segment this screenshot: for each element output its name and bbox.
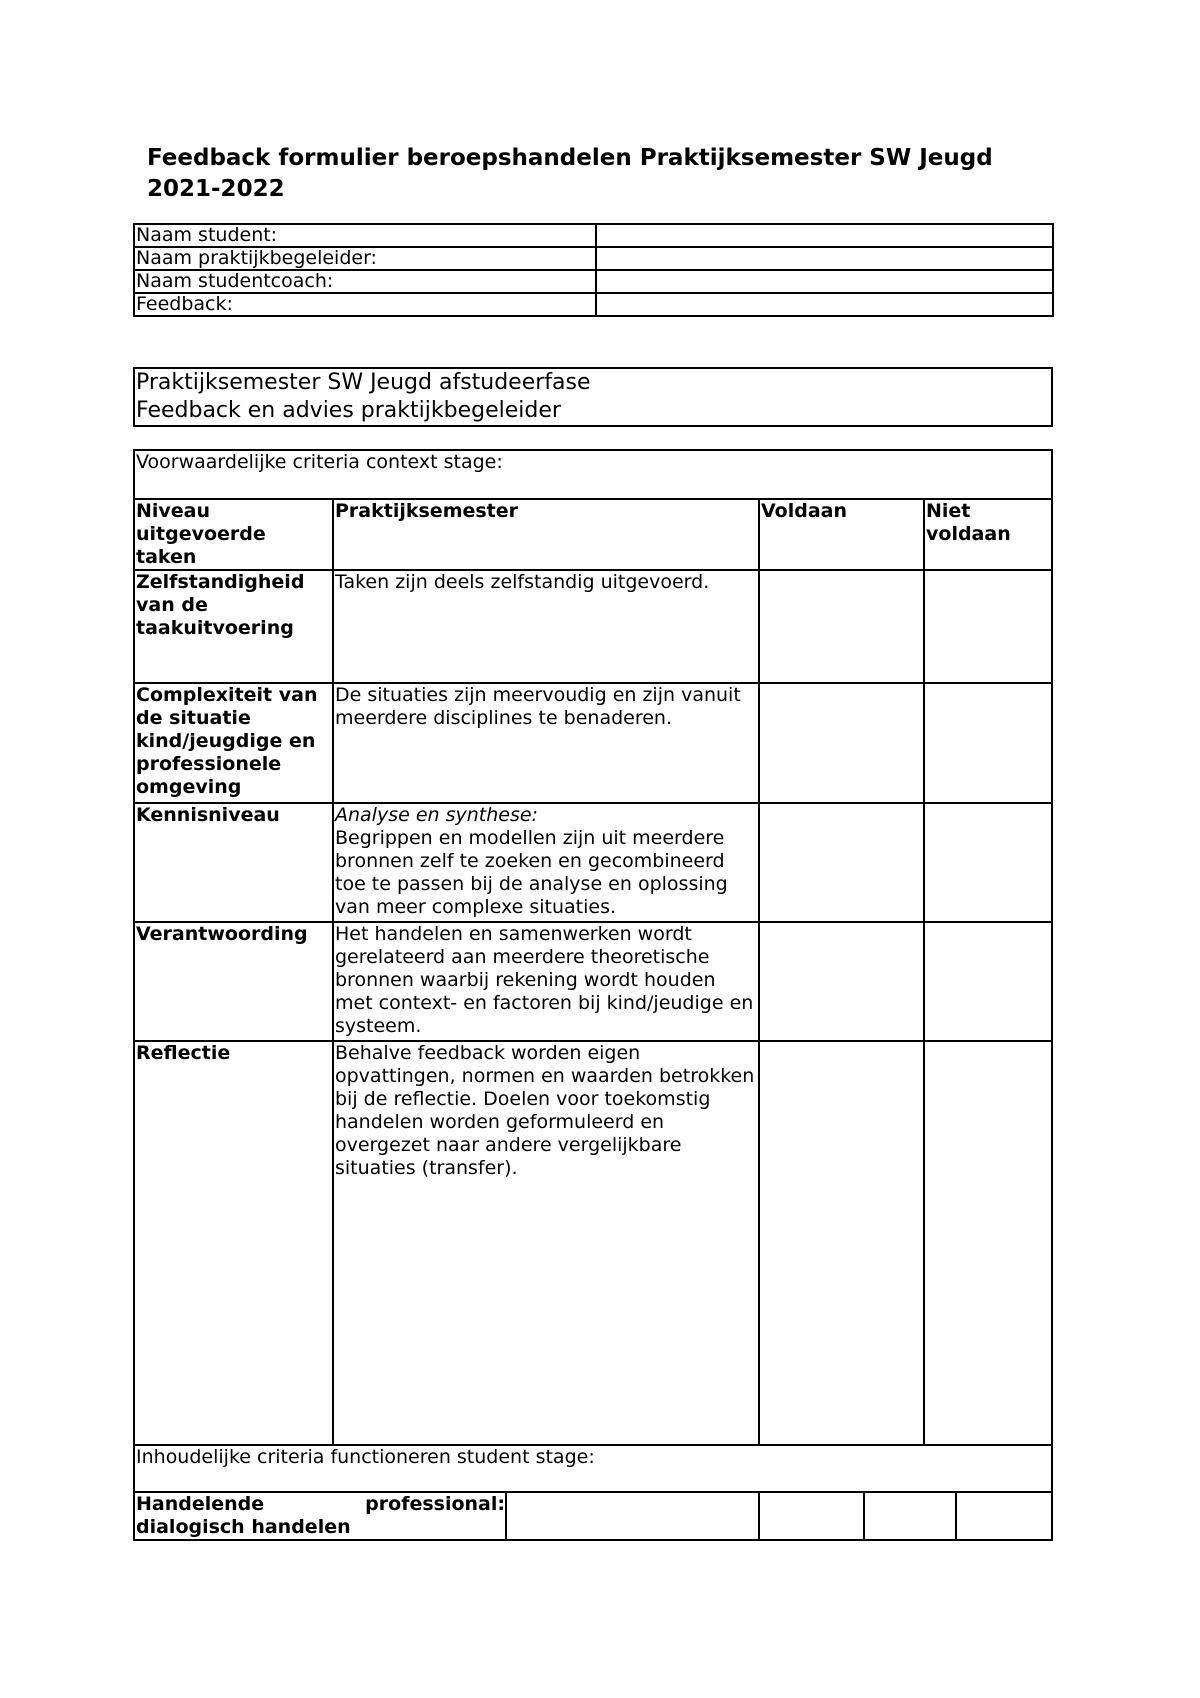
- voldaan-cell[interactable]: [759, 803, 924, 922]
- score-cell[interactable]: [759, 1492, 864, 1540]
- voldaan-cell[interactable]: [759, 1041, 924, 1445]
- info-value[interactable]: [596, 270, 1053, 293]
- row-text: [333, 570, 759, 683]
- row-name: Kennisniveau: [134, 803, 333, 922]
- table-row: [134, 803, 1052, 922]
- table-row: [134, 247, 1053, 270]
- row-description: Behalve feedback worden eigen opvattingen, normen en waarden betrokken bij de reflectie. Doelen voor toekomstig handelen worden geformuleerd en overgezet naar andere vergelijkbare situaties (transfer).: [335, 1042, 755, 1179]
- context-criteria-label: Voorwaardelijke criteria context stage:: [134, 450, 1052, 499]
- niet-voldaan-cell[interactable]: [924, 922, 1052, 1041]
- voldaan-cell[interactable]: [759, 570, 924, 683]
- info-value[interactable]: [596, 224, 1053, 247]
- heading-line-2: Feedback en advies praktijkbegeleider: [136, 398, 561, 423]
- row-text: [333, 683, 759, 803]
- voldaan-cell[interactable]: [759, 922, 924, 1041]
- content-criteria-label: Inhoudelijke criteria functioneren student stage:: [134, 1445, 1052, 1492]
- table-row: [134, 293, 1053, 316]
- row-description: De situaties zijn meervoudig en zijn vanuit meerdere disciplines te benaderen.: [335, 684, 741, 729]
- niet-voldaan-cell[interactable]: [924, 1041, 1052, 1445]
- table-row: [134, 270, 1053, 293]
- header-niet-voldaan: Niet voldaan: [924, 499, 1052, 570]
- table-row: [134, 683, 1052, 803]
- row-name: Verantwoording: [134, 922, 333, 1041]
- criteria-table: [133, 449, 1053, 1541]
- table-row: [134, 570, 1052, 683]
- info-label: Feedback:: [134, 293, 596, 316]
- heading-line-1: Praktijksemester SW Jeugd afstudeerfase: [136, 370, 591, 395]
- row-intro: Analyse en synthese:: [335, 804, 538, 826]
- info-label: Naam praktijkbegeleider:: [134, 247, 596, 270]
- table-row: [134, 1492, 1052, 1540]
- score-cell[interactable]: [507, 1493, 758, 1539]
- table-row: [134, 1445, 1052, 1492]
- last-row-label: Handelende professional: dialogisch handelen: [136, 1493, 505, 1538]
- score-cell[interactable]: [956, 1492, 1052, 1540]
- voldaan-cell[interactable]: [759, 683, 924, 803]
- info-value[interactable]: [596, 293, 1053, 316]
- row-text: [333, 1041, 759, 1445]
- student-info-table: [133, 223, 1054, 317]
- row-description: Het handelen en samenwerken wordt gerelateerd aan meerdere theoretische bronnen waarbij rekening wordt houden met context- en factoren bij kind/jeudige en systeem.: [335, 923, 754, 1037]
- niet-voldaan-cell[interactable]: [924, 803, 1052, 922]
- last-row-cell: [134, 1492, 759, 1540]
- row-name: Complexiteit van de situatie kind/jeugdige en professionele omgeving: [134, 683, 333, 803]
- row-name: Zelfstandigheid van de taakuitvoering: [134, 570, 333, 683]
- table-row: [134, 1041, 1052, 1445]
- row-text: [333, 922, 759, 1041]
- page-title: Feedback formulier beroepshandelen Praktijksemester SW Jeugd 2021-2022: [147, 145, 993, 202]
- row-text: [333, 803, 759, 922]
- score-cell[interactable]: [864, 1492, 956, 1540]
- header-praktijksemester: Praktijksemester: [333, 499, 759, 570]
- table-row: [134, 499, 1052, 570]
- header-niveau: Niveau uitgevoerde taken: [134, 499, 333, 570]
- header-voldaan: Voldaan: [759, 499, 924, 570]
- row-name: Reflectie: [134, 1041, 333, 1445]
- info-label: Naam student:: [134, 224, 596, 247]
- info-label: Naam studentcoach:: [134, 270, 596, 293]
- row-description: Begrippen en modellen zijn uit meerdere bronnen zelf te zoeken en gecombineerd toe te passen bij de analyse en oplossing van meer complexe situaties.: [335, 827, 728, 918]
- row-description: Taken zijn deels zelfstandig uitgevoerd.: [335, 571, 710, 593]
- table-row: [134, 450, 1052, 499]
- info-value[interactable]: [596, 247, 1053, 270]
- table-row: [134, 224, 1053, 247]
- niet-voldaan-cell[interactable]: [924, 683, 1052, 803]
- section-heading: [133, 367, 1053, 427]
- niet-voldaan-cell[interactable]: [924, 570, 1052, 683]
- table-row: [134, 922, 1052, 1041]
